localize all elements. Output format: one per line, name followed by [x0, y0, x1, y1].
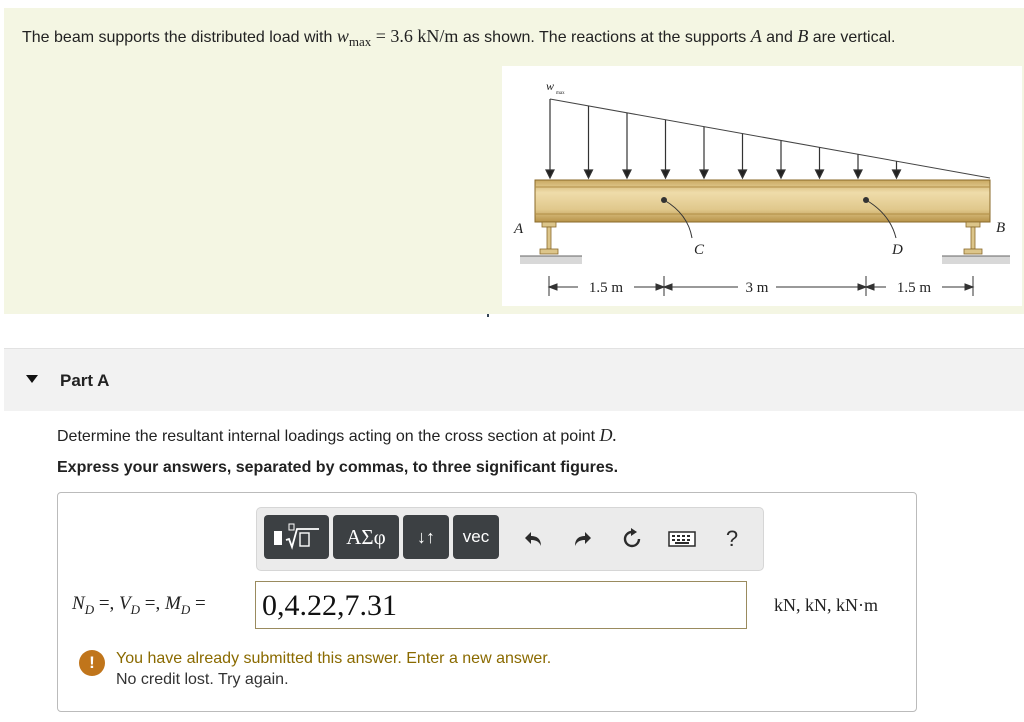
- feedback-note: No credit lost. Try again.: [116, 671, 289, 688]
- math-toolbar: [256, 507, 764, 571]
- load-arrow-head: [623, 170, 631, 178]
- feedback-message: You have already submitted this answer. Enter a new answer.: [116, 650, 552, 667]
- reset-icon[interactable]: [617, 522, 647, 556]
- answer-area: [57, 492, 917, 712]
- load-arrow-head: [662, 170, 670, 178]
- dimension-3: 1.5 m: [896, 280, 932, 296]
- templates-button[interactable]: [264, 515, 329, 559]
- support-a: [520, 222, 582, 264]
- answer-input[interactable]: 0,4.22,7.31: [255, 581, 747, 629]
- label-b: B: [996, 220, 1006, 236]
- part-title: Part A: [60, 371, 110, 390]
- templates-icon: [271, 522, 323, 552]
- load-arrow-head: [816, 170, 824, 178]
- collapse-triangle-icon[interactable]: [22, 371, 42, 387]
- label-a: A: [514, 221, 524, 237]
- label-c: C: [694, 242, 705, 258]
- beam: [535, 180, 990, 222]
- symbols-button[interactable]: ΑΣφ: [333, 515, 399, 559]
- beam-diagram: [502, 66, 1022, 306]
- problem-panel: [4, 8, 1024, 314]
- load-label-sub: max: [556, 91, 565, 96]
- answer-units: kN, kN, kN·m: [774, 595, 878, 615]
- redo-icon[interactable]: [567, 522, 597, 556]
- warning-icon: !: [79, 650, 105, 676]
- undo-icon[interactable]: [519, 522, 549, 556]
- beam-figure: [502, 66, 1022, 306]
- load-arrow-head: [585, 170, 593, 178]
- answer-variables-label: $N_D$ =, $V_D$ =, $M_D$ =: [72, 593, 206, 617]
- load-label: w: [546, 79, 555, 93]
- label-d: D: [892, 242, 903, 258]
- load-arrow-head: [546, 170, 554, 178]
- dimension-2: 3 m: [745, 280, 769, 296]
- help-button[interactable]: ?: [725, 526, 739, 551]
- keyboard-icon[interactable]: [665, 522, 699, 556]
- text-cursor-mark: [487, 314, 489, 317]
- load-arrows: [546, 99, 901, 178]
- vector-button[interactable]: vec: [453, 515, 499, 559]
- load-arrow-head: [777, 170, 785, 178]
- question-prompt: Determine the resultant internal loadings acting on the cross section at point D.: [57, 425, 618, 445]
- load-arrow-head: [854, 170, 862, 178]
- load-arrow-head: [893, 170, 901, 178]
- load-arrow-head: [700, 170, 708, 178]
- problem-statement: The beam supports the distributed load with $w_{max} = 3.6$ kN/m as shown. The reactions at the supports A and B are vertical.: [22, 26, 896, 50]
- arrows-button[interactable]: ↓↑: [403, 515, 449, 559]
- part-header[interactable]: [4, 348, 1024, 411]
- load-arrow-head: [739, 170, 747, 178]
- load-top-line: [550, 99, 990, 178]
- dimension-1: 1.5 m: [588, 280, 624, 296]
- answer-instruction: Express your answers, separated by commas, to three significant figures.: [57, 459, 619, 476]
